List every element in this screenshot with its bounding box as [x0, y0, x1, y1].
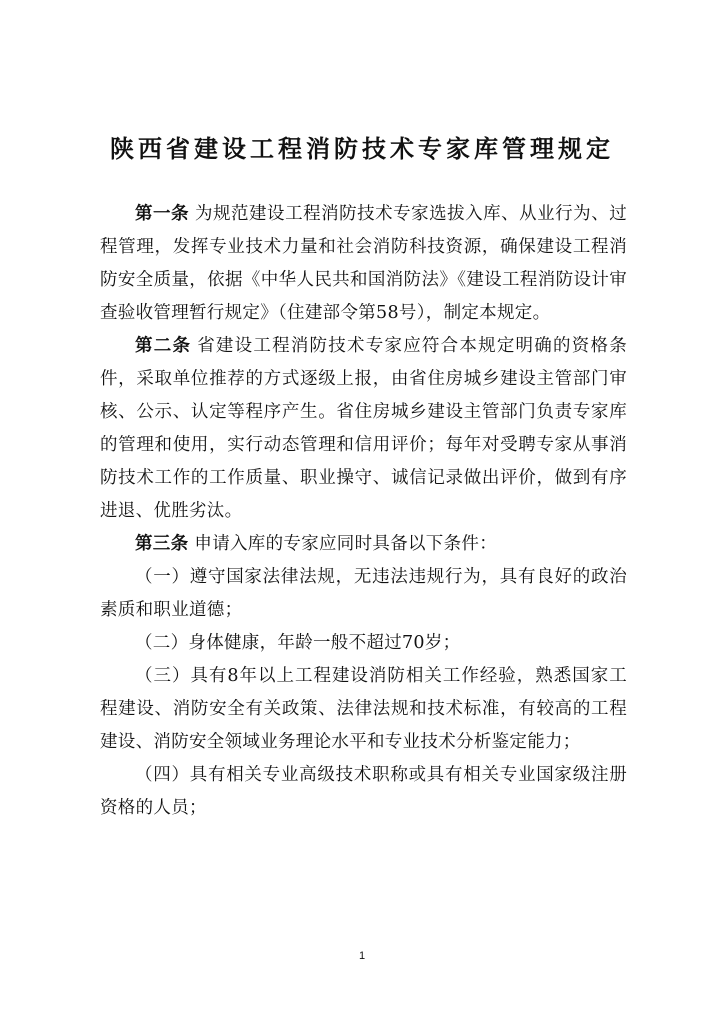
article-heading: 第三条	[135, 534, 189, 554]
condition-item-4: （四）具有相关专业高级技术职称或具有相关专业国家级注册资格的人员；	[100, 765, 627, 818]
article-text: 省建设工程消防技术专家应符合本规定明确的资格条件，采取单位推荐的方式逐级上报，由省住房城乡建设主管部门审核、公示、认定等程序产生。省住房城乡建设主管部门负责专家库的管理和使用，实行动态管理和信用评价；每年对受聘专家从事消防技术工作的工作质量、职业操守、诚信记录做出评价，做到有序进退、优胜劣汰。	[100, 336, 627, 521]
article-1	[100, 198, 627, 330]
condition-item-3: （三）具有8年以上工程建设消防相关工作经验，熟悉国家工程建设、消防安全有关政策、法律法规和技术标准，有较高的工程建设、消防安全领域业务理论水平和专业技术分析鉴定能力；	[100, 666, 627, 752]
document-body	[100, 198, 627, 825]
page-number: 1	[358, 950, 366, 962]
condition-item-1: （一）遵守国家法律法规，无违法违规行为，具有良好的政治素质和职业道德；	[100, 567, 627, 620]
article-heading: 第一条	[135, 204, 190, 224]
article-3	[100, 528, 627, 561]
article-text: 申请入库的专家应同时具备以下条件：	[194, 534, 498, 554]
article-2	[100, 330, 627, 528]
article-heading: 第二条	[135, 336, 192, 356]
document-title: 陕西省建设工程消防技术专家库管理规定	[110, 134, 614, 163]
article-text: 为规范建设工程消防技术专家选拔入库、从业行为、过程管理，发挥专业技术力量和社会消防科技资源，确保建设工程消防安全质量，依据《中华人民共和国消防法》《建设工程消防设计审查验收管理暂行规定》（住建部令第58号），制定本规定。	[100, 204, 627, 323]
condition-item-2: （二）身体健康，年龄一般不超过70岁；	[135, 633, 461, 653]
